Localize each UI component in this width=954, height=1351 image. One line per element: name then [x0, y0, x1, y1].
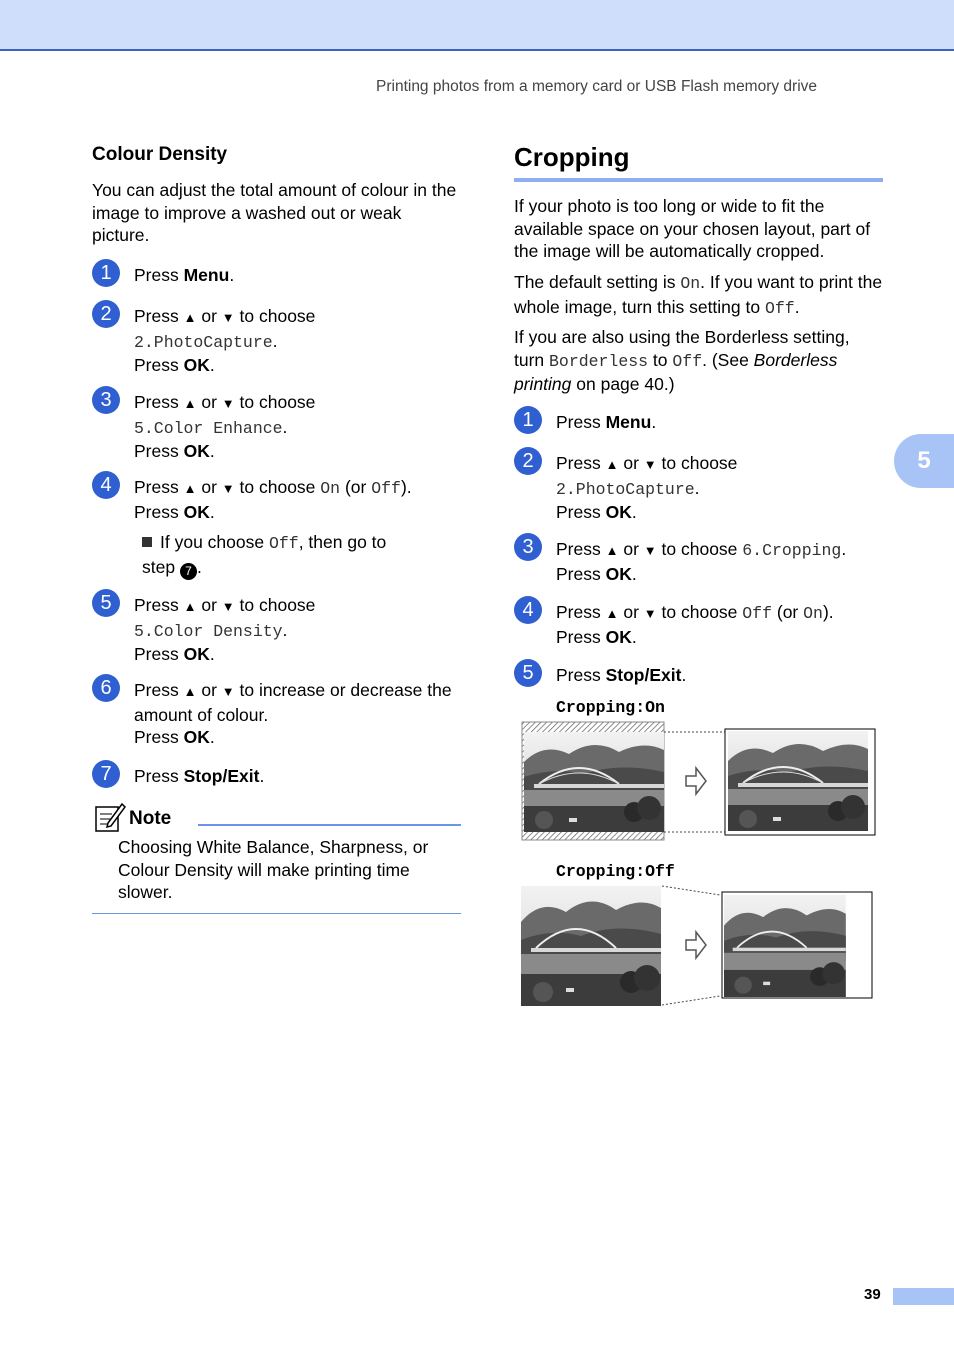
up-arrow-icon: ▲: [183, 310, 197, 325]
step-number-badge: 2: [92, 300, 120, 328]
step-number-badge: 5: [514, 659, 542, 687]
sub-bullet-note: If you choose Off, then go to step 7 .: [142, 532, 387, 578]
down-arrow-icon: ▼: [221, 684, 235, 699]
step-number-badge: 4: [92, 471, 120, 499]
step-text: Press Menu.: [134, 265, 235, 285]
up-arrow-icon: ▲: [183, 599, 197, 614]
photo-original: [524, 732, 664, 832]
up-arrow-icon: ▲: [183, 396, 197, 411]
step-text: Press ▲ or ▼ to increase or decrease the amount of colour. Press OK.: [134, 680, 452, 747]
step-text: Press ▲ or ▼ to choose 5.Color Enhance. Press OK.: [134, 392, 316, 461]
step-number-badge: 3: [92, 386, 120, 414]
down-arrow-icon: ▼: [221, 396, 235, 411]
step-text: Press Stop/Exit.: [134, 766, 265, 786]
step-7-reference-icon: 7: [180, 563, 197, 580]
step-text: Press ▲ or ▼ to choose 2.PhotoCapture. Press OK.: [556, 453, 738, 522]
default-setting-paragraph: The default setting is On. If you want to print the whole image, turn this setting to Off.: [514, 272, 883, 318]
step-number-badge: 5: [92, 589, 120, 617]
step-number-badge: 1: [92, 259, 120, 287]
step-number-badge: 3: [514, 533, 542, 561]
photo-original: [521, 886, 661, 1006]
page-tab-bar: [893, 1288, 954, 1305]
intro-paragraph: You can adjust the total amount of colour in the image to improve a washed out or weak picture.: [92, 180, 457, 245]
step-number-badge: 6: [92, 674, 120, 702]
page-number: 39: [864, 1286, 881, 1303]
cropping-intro-paragraph: If your photo is too long or wide to fit the available space on your chosen layout, part of the image will be automatically cropped.: [514, 196, 871, 261]
running-header: Printing photos from a memory card or USB Flash memory drive: [376, 78, 818, 95]
heading-underline: [514, 178, 883, 182]
note-pencil-icon: [94, 801, 126, 833]
down-arrow-icon: ▼: [643, 543, 657, 558]
up-arrow-icon: ▲: [605, 606, 619, 621]
up-arrow-icon: ▲: [605, 543, 619, 558]
square-bullet-icon: [142, 537, 152, 547]
step-text: Press Stop/Exit.: [556, 665, 687, 685]
down-arrow-icon: ▼: [643, 457, 657, 472]
up-arrow-icon: ▲: [183, 481, 197, 496]
note-body: Choosing White Balance, Sharpness, or Colour Density will make printing time slower.: [118, 837, 429, 902]
step-text: Press Menu.: [556, 412, 657, 432]
up-arrow-icon: ▲: [183, 684, 197, 699]
note-title: Note: [129, 808, 172, 829]
cropping-on-illustration: [520, 720, 880, 842]
step-text: Press ▲ or ▼ to choose 6.Cropping. Press OK.: [556, 539, 847, 584]
section-heading-cropping: Cropping: [514, 142, 630, 172]
down-arrow-icon: ▼: [643, 606, 657, 621]
right-arrow-icon: [686, 768, 706, 794]
photo-cropped-result: [728, 731, 868, 831]
step-number-badge: 4: [514, 596, 542, 624]
step-number-badge: 1: [514, 406, 542, 434]
step-text: Press ▲ or ▼ to choose On (or Off). Press OK.: [134, 477, 412, 522]
borderless-paragraph: If you are also using the Borderless setting, turn Borderless to Off. (See Borderless printing on page 40.): [514, 327, 850, 394]
down-arrow-icon: ▼: [221, 599, 235, 614]
step-text: Press ▲ or ▼ to choose 5.Color Density. Press OK.: [134, 595, 316, 664]
note-divider: [198, 824, 461, 826]
figure-label-cropping-off: Cropping:Off: [556, 862, 675, 881]
up-arrow-icon: ▲: [605, 457, 619, 472]
note-bottom-divider: [92, 913, 461, 914]
cropping-off-illustration: [520, 884, 880, 1008]
top-band: [0, 0, 954, 51]
step-number-badge: 2: [514, 447, 542, 475]
step-text: Press ▲ or ▼ to choose 2.PhotoCapture. Press OK.: [134, 306, 316, 375]
right-arrow-icon: [686, 932, 706, 958]
chapter-tab: 5: [894, 434, 954, 488]
step-text: Press ▲ or ▼ to choose Off (or On). Press OK.: [556, 602, 834, 647]
down-arrow-icon: ▼: [221, 481, 235, 496]
step-number-badge: 7: [92, 760, 120, 788]
down-arrow-icon: ▼: [221, 310, 235, 325]
section-heading-colour-density: Colour Density: [92, 144, 228, 165]
figure-label-cropping-on: Cropping:On: [556, 698, 665, 717]
photo-fit-result: [724, 895, 846, 997]
